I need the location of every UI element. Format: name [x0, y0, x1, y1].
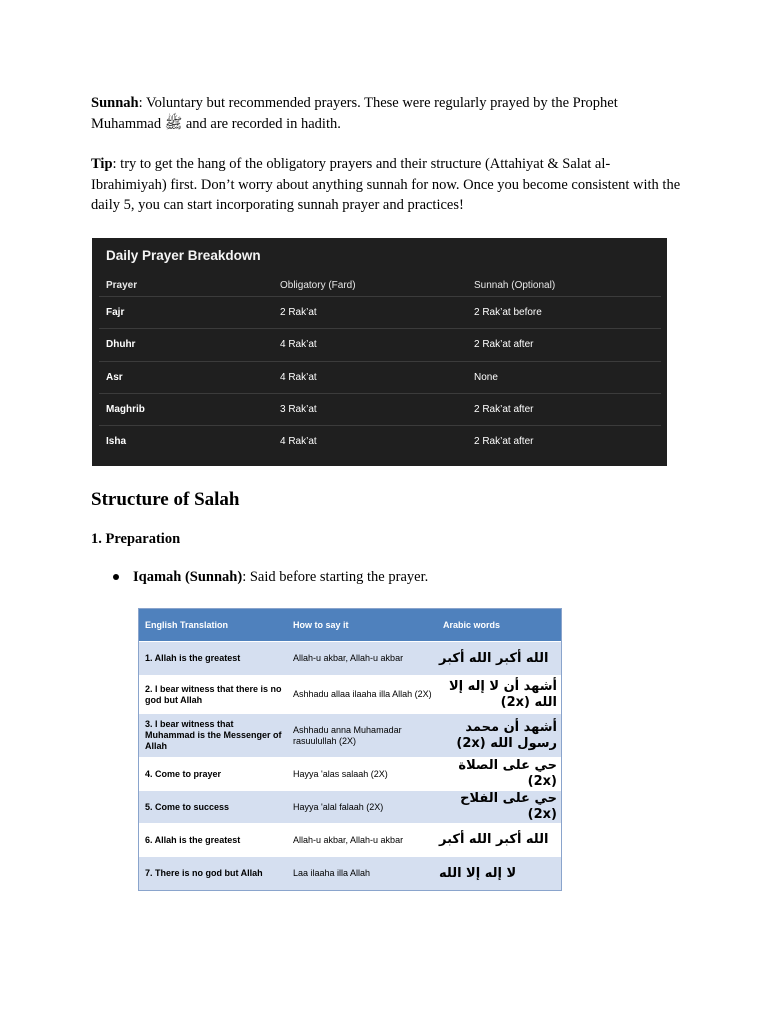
tip-label: Tip — [91, 156, 113, 172]
iqamah-text: : Said before starting the prayer. — [242, 569, 429, 585]
structure-heading: Structure of Salah — [91, 489, 240, 510]
breakdown-fard: 2 Rak’at — [280, 307, 317, 318]
iqamah-english: 2. I bear witness that there is no god but Allah — [145, 683, 282, 705]
breakdown-prayer: Fajr — [106, 307, 125, 318]
iqamah-arabic: الله أكبر الله أكبر — [439, 650, 549, 666]
breakdown-row — [99, 328, 661, 361]
iqamah-header-english: English Translation — [145, 619, 229, 630]
iqamah-header-how: How to say it — [293, 619, 349, 630]
iqamah-how: Hayya 'alal falaah (2X) — [293, 801, 384, 812]
tip-paragraph — [91, 154, 681, 216]
breakdown-header-prayer: Prayer — [106, 280, 138, 291]
iqamah-how: Laa ilaaha illa Allah — [293, 868, 371, 878]
breakdown-title: Daily Prayer Breakdown — [106, 248, 261, 263]
breakdown-sunnah: 2 Rak’at after — [474, 436, 534, 447]
iqamah-english: 6. Allah is the greatest — [145, 834, 241, 845]
breakdown-fard: 4 Rak’at — [280, 436, 317, 447]
iqamah-english: 7. There is no god but Allah — [145, 868, 263, 878]
bullet-dot-icon — [113, 574, 119, 580]
iqamah-how: Allah-u akbar, Allah-u akbar — [293, 834, 404, 845]
breakdown-prayer: Asr — [106, 372, 123, 383]
iqamah-row — [139, 642, 561, 676]
iqamah-row — [139, 676, 561, 714]
iqamah-label: Iqamah (Sunnah) — [133, 569, 243, 585]
breakdown-prayer: Isha — [106, 436, 127, 447]
iqamah-row — [139, 791, 561, 824]
sunnah-label: Sunnah — [91, 95, 139, 111]
breakdown-fard: 3 Rak’at — [280, 404, 317, 415]
iqamah-how: Allah-u akbar, Allah-u akbar — [293, 653, 404, 663]
tip-text: : try to get the hang of the obligatory prayers and their structure (Attahiyat & Salat al-Ibrahimiyah) first. Don’t worry about anything sunnah for now. Once you become consistent with the daily 5, you can start incorporating sunnah prayer and practices! — [91, 156, 681, 213]
iqamah-header-row — [139, 609, 561, 642]
sunnah-text: : Voluntary but recommended prayers. These were regularly prayed by the Prophet Muhammad ﷺ and are recorded in hadith. — [91, 95, 618, 132]
iqamah-row — [139, 758, 561, 791]
breakdown-sunnah: 2 Rak’at after — [474, 339, 534, 350]
breakdown-sunnah: 2 Rak’at after — [474, 404, 534, 415]
breakdown-header-sunnah: Sunnah (Optional) — [474, 280, 556, 291]
breakdown-fard: 4 Rak’at — [280, 339, 317, 350]
iqamah-english: 1. Allah is the greatest — [145, 653, 241, 663]
iqamah-english: 4. Come to prayer — [145, 768, 222, 779]
iqamah-bullet — [113, 567, 428, 587]
iqamah-english: 5. Come to success — [145, 801, 230, 812]
breakdown-row — [99, 425, 661, 458]
iqamah-arabic: أشهد أن محمد رسول الله (2x) — [456, 719, 557, 751]
iqamah-table — [138, 608, 562, 891]
iqamah-arabic: أشهد أن لا إله إلا الله (2x) — [448, 678, 557, 710]
breakdown-row — [99, 296, 661, 329]
iqamah-arabic: الله أكبر الله أكبر — [439, 832, 549, 847]
breakdown-row — [99, 361, 661, 394]
daily-prayer-breakdown-table — [92, 238, 667, 466]
breakdown-header-fard: Obligatory (Fard) — [280, 280, 356, 291]
breakdown-row — [99, 393, 661, 426]
breakdown-prayer: Maghrib — [106, 404, 145, 415]
breakdown-sunnah: None — [474, 372, 498, 383]
iqamah-row — [139, 714, 561, 758]
iqamah-how: Hayya 'alas salaah (2X) — [293, 768, 388, 779]
breakdown-prayer: Dhuhr — [106, 339, 136, 350]
breakdown-sunnah: 2 Rak’at before — [474, 307, 542, 318]
breakdown-fard: 4 Rak’at — [280, 372, 317, 383]
iqamah-row — [139, 824, 561, 857]
iqamah-row — [139, 857, 561, 890]
iqamah-header-arabic: Arabic words — [443, 620, 501, 630]
iqamah-english: 3. I bear witness that Muhammad is the Messenger of Allah — [145, 719, 282, 751]
iqamah-how: Ashhadu anna Muhamadar rasuulullah (2X) — [293, 724, 402, 746]
iqamah-arabic: حي على الفلاح (2x) — [460, 791, 557, 822]
iqamah-arabic: لا إله إلا الله — [439, 865, 517, 881]
iqamah-how: Ashhadu allaa ilaaha illa Allah (2X) — [293, 689, 432, 699]
preparation-subheading: 1. Preparation — [91, 531, 181, 547]
iqamah-arabic: حي على الصلاة (2x) — [458, 758, 557, 789]
sunnah-paragraph — [91, 93, 681, 134]
